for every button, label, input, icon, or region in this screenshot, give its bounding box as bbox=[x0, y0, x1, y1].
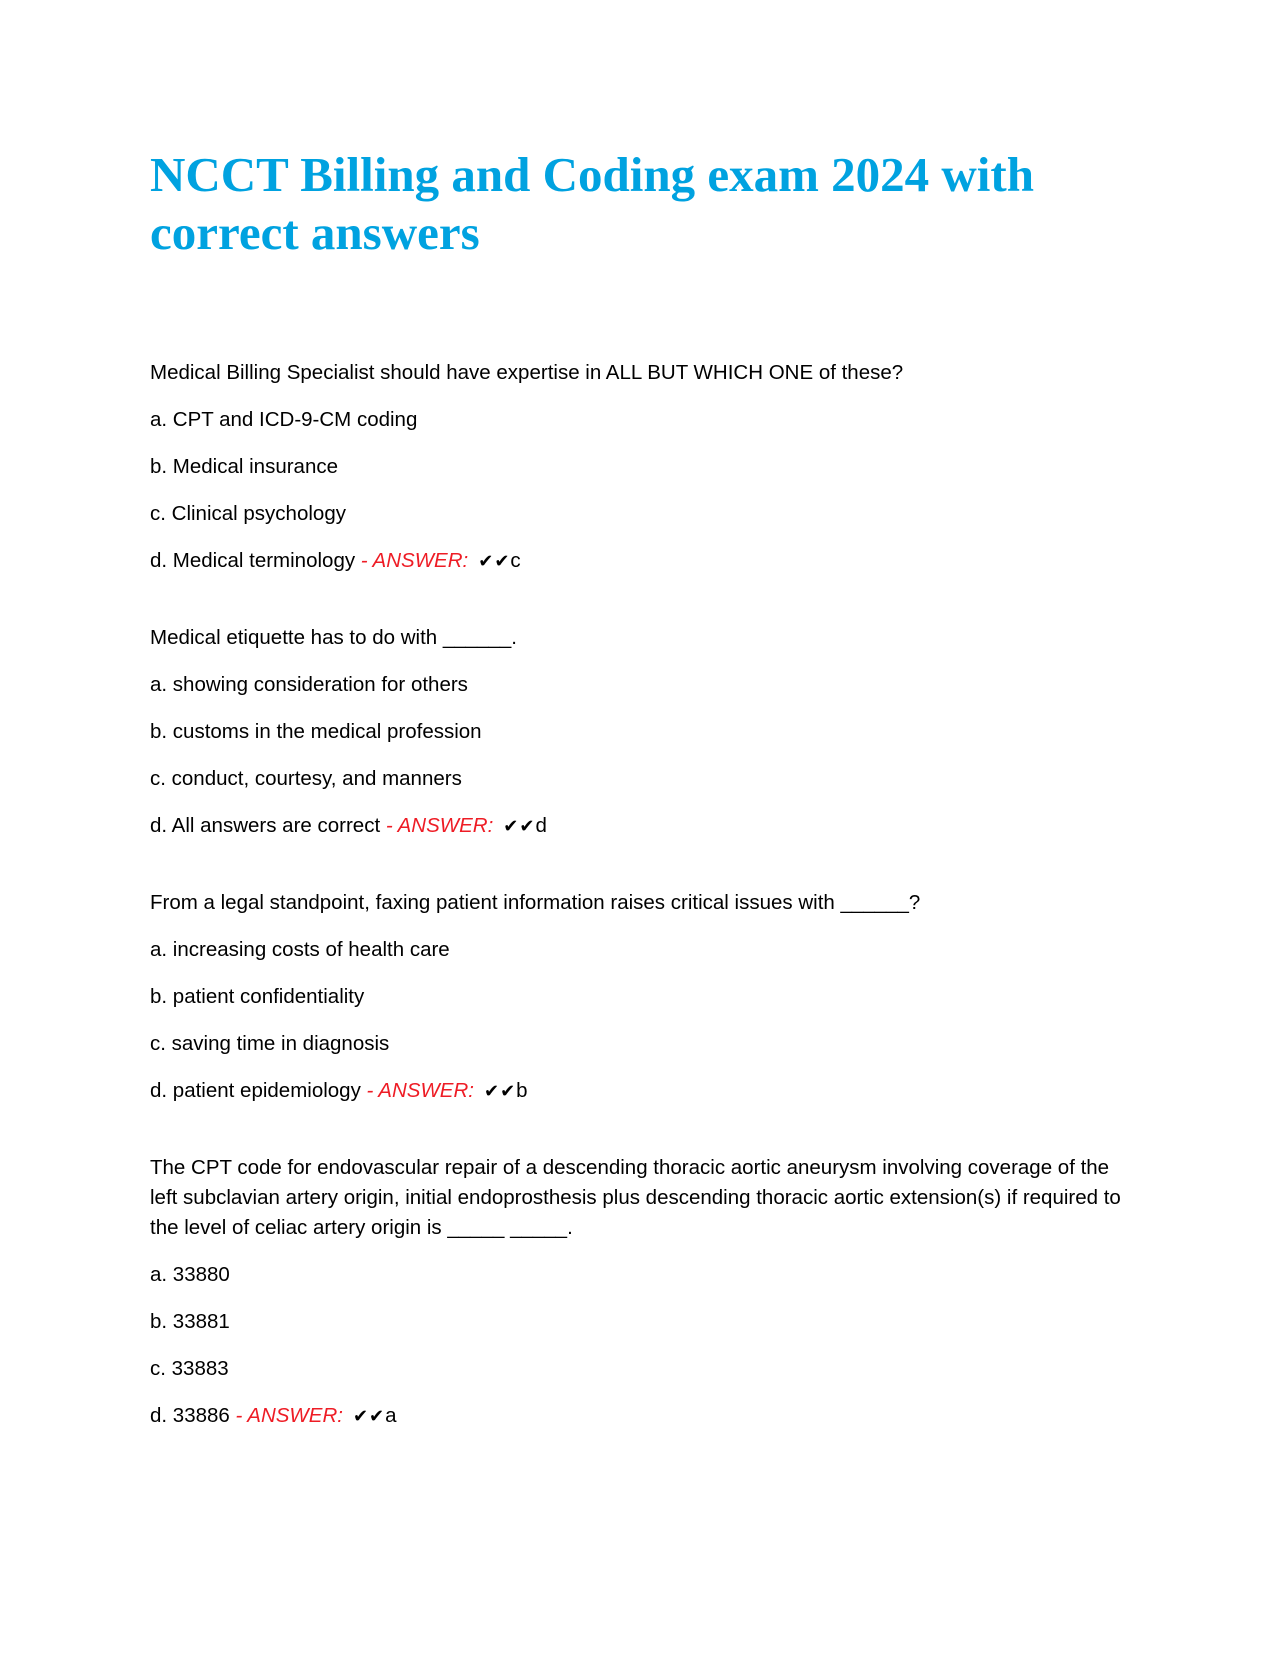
document-page bbox=[150, 146, 1140, 1427]
answer-value: d bbox=[535, 814, 547, 837]
option-b: b. customs in the medical profession bbox=[150, 720, 482, 743]
question-list bbox=[150, 358, 1140, 1478]
option-d: d. All answers are correct bbox=[150, 814, 381, 837]
double-check-icon: ✔✔ bbox=[483, 1081, 517, 1102]
answer-label: - ANSWER: bbox=[360, 1079, 474, 1102]
option-d-with-answer bbox=[150, 546, 1140, 577]
question-text: From a legal standpoint, faxing patient information raises critical issues with ______? bbox=[150, 891, 921, 914]
option-a: a. CPT and ICD-9-CM coding bbox=[150, 408, 418, 431]
answer-value: b bbox=[516, 1079, 528, 1102]
question-2 bbox=[150, 623, 1140, 842]
option-a: a. 33880 bbox=[150, 1263, 230, 1286]
option-d: d. 33886 bbox=[150, 1404, 230, 1427]
option-c: c. conduct, courtesy, and manners bbox=[150, 767, 462, 790]
option-d-with-answer bbox=[150, 1401, 1140, 1432]
option-b: b. 33881 bbox=[150, 1310, 230, 1333]
answer-value: c bbox=[510, 549, 521, 572]
question-1 bbox=[150, 358, 1140, 577]
option-b: b. patient confidentiality bbox=[150, 985, 365, 1008]
option-d: d. Medical terminology bbox=[150, 549, 356, 572]
option-a: a. showing consideration for others bbox=[150, 673, 468, 696]
option-d-with-answer bbox=[150, 811, 1140, 842]
option-c: c. Clinical psychology bbox=[150, 502, 346, 525]
option-c: c. saving time in diagnosis bbox=[150, 1032, 390, 1055]
double-check-icon: ✔✔ bbox=[352, 1406, 386, 1427]
question-text: The CPT code for endovascular repair of a descending thoracic aortic aneurysm involving coverage of the left subclavian artery origin, initial endoprosthesis plus descending thoracic aortic extension(s) if required to the level of celiac artery origin is _____ _____. bbox=[150, 1156, 1121, 1239]
option-a: a. increasing costs of health care bbox=[150, 938, 450, 961]
answer-label: - ANSWER: bbox=[380, 814, 494, 837]
option-d-with-answer bbox=[150, 1076, 1140, 1107]
answer-label: - ANSWER: bbox=[229, 1404, 343, 1427]
option-c: c. 33883 bbox=[150, 1357, 229, 1380]
double-check-icon: ✔✔ bbox=[478, 551, 511, 572]
option-b: b. Medical insurance bbox=[150, 455, 339, 478]
question-3 bbox=[150, 888, 1140, 1107]
double-check-icon: ✔✔ bbox=[503, 816, 536, 837]
answer-value: a bbox=[385, 1404, 397, 1427]
question-text: Medical Billing Specialist should have expertise in ALL BUT WHICH ONE of these? bbox=[150, 361, 904, 384]
option-d: d. patient epidemiology bbox=[150, 1079, 361, 1102]
document-title: NCCT Billing and Coding exam 2024 with correct answers bbox=[150, 147, 1034, 260]
question-4 bbox=[150, 1153, 1140, 1432]
question-text: Medical etiquette has to do with ______. bbox=[150, 626, 517, 649]
answer-label: - ANSWER: bbox=[355, 549, 469, 572]
